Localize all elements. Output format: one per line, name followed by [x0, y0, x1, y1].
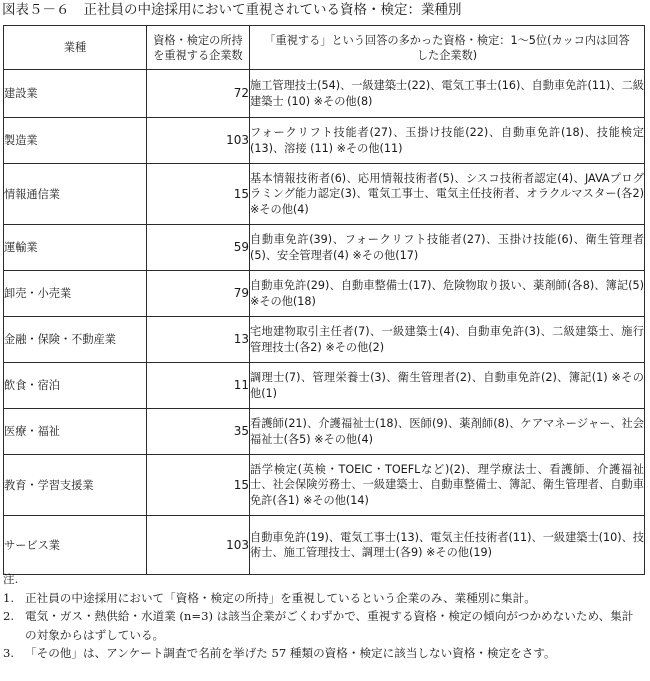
- table-row: [4, 409, 645, 455]
- industry-cell: 建設業: [4, 70, 147, 118]
- count-cell: 35: [147, 409, 250, 455]
- industry-cell: 卸売・小売業: [4, 271, 147, 317]
- qualification-table: [3, 25, 645, 575]
- note-item: [3, 607, 643, 644]
- count-cell: 103: [147, 118, 250, 164]
- note-item: [3, 589, 643, 608]
- note-number: 2.: [3, 609, 15, 623]
- note-number: 3.: [3, 646, 15, 660]
- industry-cell: 製造業: [4, 118, 147, 164]
- table-row: [4, 317, 645, 363]
- qualifications-cell: 施工管理技士(54)、一級建築士(22)、電気工事士(16)、自動車免許(11)、二級建築士 (10) ※その他(8): [250, 70, 645, 118]
- count-cell: 72: [147, 70, 250, 118]
- table-header: [4, 26, 645, 70]
- industry-cell: サービス業: [4, 516, 147, 575]
- figure-title-text: 正社員の中途採用において重視されている資格・検定：業種別: [83, 2, 462, 18]
- qualifications-cell: 自動車免許(39)、フォークリフト技能者(27)、玉掛け技能(6)、衛生管理者(5)、安全管理者(4) ※その他(17): [250, 225, 645, 271]
- header-industry: 業種: [4, 26, 147, 70]
- industry-cell: 情報通信業: [4, 164, 147, 225]
- note-text: 正社員の中途採用において「資格・検定の所持」を重視しているという企業のみ、業種別に集計。: [25, 590, 536, 605]
- qualifications-cell: 宅地建物取引主任者(7)、一級建築士(4)、自動車免許(3)、二級建築士、施行管理技士(各2) ※その他(2): [250, 317, 645, 363]
- table-row: [4, 271, 645, 317]
- table-row: [4, 164, 645, 225]
- count-cell: 79: [147, 271, 250, 317]
- count-cell: 15: [147, 164, 250, 225]
- figure-title: [2, 1, 642, 19]
- industry-cell: 金融・保険・不動産業: [4, 317, 147, 363]
- header-row: [4, 26, 645, 70]
- figure-number: 図表５－６: [2, 2, 70, 18]
- notes-section: [3, 570, 643, 663]
- qualifications-cell: 自動車免許(29)、自動車整備士(17)、危険物取り扱い、薬剤師(各8)、簿記(5) ※その他(18): [250, 271, 645, 317]
- header-qualifications: 「重視する」という回答の多かった資格・検定：1～5位(カッコ内は回答した企業数): [250, 26, 645, 70]
- qualifications-cell: フォークリフト技能者(27)、玉掛け技能(22)、自動車免許(18)、技能検定(13)、溶接 (11) ※その他(11): [250, 118, 645, 164]
- notes-heading: 注.: [3, 572, 19, 586]
- table-row: [4, 516, 645, 575]
- qualifications-cell: 自動車免許(19)、電気工事士(13)、電気主任技術者(11)、一級建築士(10)、技術士、施工管理技士、調理士(各9) ※その他(19): [250, 516, 645, 575]
- note-number: 1.: [3, 590, 15, 605]
- count-cell: 15: [147, 455, 250, 516]
- count-cell: 59: [147, 225, 250, 271]
- qualifications-cell: 基本情報技術者(6)、応用情報技術者(5)、シスコ技術者認定(4)、JAVAプログラミング能力認定(3)、電気工事士、電気主任技術者、オラクルマスター(各2) ※その他(4): [250, 164, 645, 225]
- table-row: [4, 225, 645, 271]
- table-row: [4, 363, 645, 409]
- qualifications-cell: 看護師(21)、介護福祉士(18)、医師(9)、薬剤師(8)、ケアマネージャー、社会福祉士(各5) ※その他(4): [250, 409, 645, 455]
- table-row: [4, 455, 645, 516]
- note-text: 「その他」は、アンケート調査で名前を挙げた 57 種類の資格・検定に該当しない資格・検定をさす。: [25, 646, 556, 660]
- industry-cell: 医療・福祉: [4, 409, 147, 455]
- header-count: 資格・検定の所持を重視する企業数: [147, 26, 250, 70]
- table-row: [4, 70, 645, 118]
- count-cell: 13: [147, 317, 250, 363]
- count-cell: 103: [147, 516, 250, 575]
- industry-cell: 教育・学習支援業: [4, 455, 147, 516]
- qualifications-cell: 調理士(7)、管理栄養士(3)、衛生管理者(2)、自動車免許(2)、簿記(1) ※その他(1): [250, 363, 645, 409]
- industry-cell: 飲食・宿泊: [4, 363, 147, 409]
- table-row: [4, 118, 645, 164]
- count-cell: 11: [147, 363, 250, 409]
- qualifications-cell: 語学検定(英検・TOEIC・TOEFLなど)(2)、理学療法士、看護師、介護福祉士、社会保険労務士、一級建築士、自動車整備士、簿記、衛生管理者、自動車免許(各1) ※その他(14): [250, 455, 645, 516]
- note-item: [3, 644, 643, 663]
- table-body: [4, 70, 645, 575]
- note-text: 電気・ガス・熱供給・水道業 (n=3) は該当企業がごくわずかで、重視する資格・検定の傾向がつかめないため、集計の対象からはずしている。: [25, 609, 634, 642]
- industry-cell: 運輸業: [4, 225, 147, 271]
